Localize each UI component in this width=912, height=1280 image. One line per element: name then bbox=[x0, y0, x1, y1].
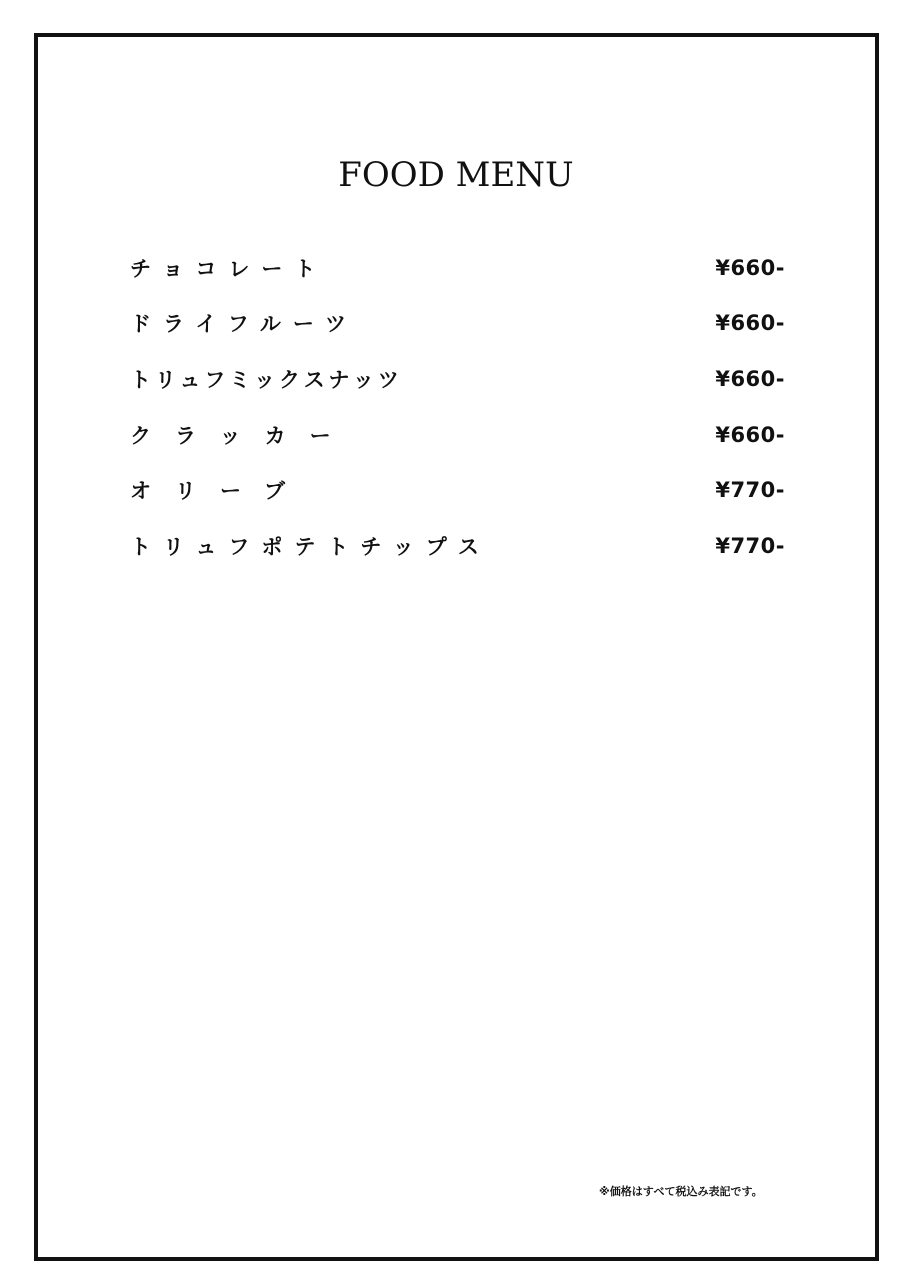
page-title: FOOD MENU bbox=[338, 155, 574, 195]
tax-footnote: ※価格はすべて税込み表記です。 bbox=[599, 1185, 763, 1198]
menu-item-price: ¥660- bbox=[715, 366, 785, 391]
menu-item-price: ¥660- bbox=[715, 422, 785, 447]
menu-item-price: ¥770- bbox=[715, 478, 785, 503]
menu-item-price: ¥660- bbox=[715, 311, 785, 336]
menu-item-chocolate bbox=[130, 240, 785, 296]
menu-item-name: オリーブ bbox=[130, 479, 309, 504]
menu-item-olives bbox=[130, 462, 785, 518]
menu-item-truffle-mixed-nuts bbox=[130, 351, 785, 407]
menu-item-name: ドライフルーツ bbox=[130, 312, 359, 337]
menu-item-truffle-potato-chips bbox=[130, 518, 785, 574]
menu-item-name: クラッカー bbox=[130, 423, 355, 448]
menu-item-name: チョコレート bbox=[130, 256, 328, 281]
menu-list bbox=[130, 240, 785, 574]
menu-item-crackers bbox=[130, 407, 785, 463]
menu-item-dried-fruits bbox=[130, 296, 785, 352]
menu-item-price: ¥660- bbox=[715, 255, 785, 280]
menu-border-frame bbox=[34, 33, 879, 1261]
menu-item-price: ¥770- bbox=[715, 533, 785, 558]
menu-item-name: トリュフポテトチップス bbox=[130, 534, 491, 559]
menu-item-name: トリュフミックスナッツ bbox=[130, 367, 403, 392]
